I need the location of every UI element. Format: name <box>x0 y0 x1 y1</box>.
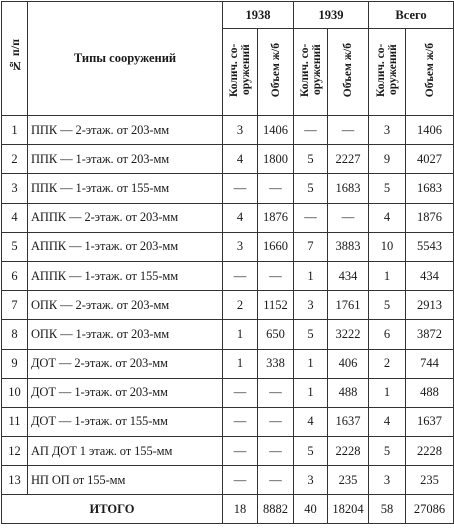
total-v1938: 8882 <box>258 495 294 524</box>
cell-vt: 1683 <box>406 174 454 203</box>
cell-v1938: 650 <box>258 320 294 349</box>
cell-c1939: — <box>294 116 328 145</box>
cell-type: ДОТ — 2-этаж. от 203-мм <box>28 349 223 378</box>
header-num <box>2 2 28 116</box>
cell-vt: 2913 <box>406 291 454 320</box>
cell-c1938: — <box>223 378 258 407</box>
document-page <box>1 1 454 524</box>
cell-c1939: 5 <box>294 145 328 174</box>
structures-table <box>1 1 454 524</box>
table-row <box>2 407 454 436</box>
cell-v1939: 1761 <box>328 291 369 320</box>
cell-v1938: — <box>258 261 294 290</box>
cell-v1938: — <box>258 407 294 436</box>
cell-n: 3 <box>2 174 28 203</box>
cell-v1938: — <box>258 466 294 495</box>
header-volume-label: Объем ж/б <box>423 42 436 98</box>
cell-v1939: 235 <box>328 466 369 495</box>
cell-c1939: 1 <box>294 378 328 407</box>
total-c1938: 18 <box>223 495 258 524</box>
cell-v1938: — <box>258 437 294 466</box>
cell-v1939: 3883 <box>328 232 369 261</box>
header-row-years <box>2 2 454 29</box>
table-row <box>2 116 454 145</box>
cell-ct: 2 <box>369 349 406 378</box>
cell-ct: 5 <box>369 291 406 320</box>
cell-vt: 235 <box>406 466 454 495</box>
cell-vt: 1637 <box>406 407 454 436</box>
cell-c1938: — <box>223 466 258 495</box>
table-row <box>2 320 454 349</box>
table-row <box>2 203 454 232</box>
cell-ct: 3 <box>369 466 406 495</box>
table-row <box>2 437 454 466</box>
cell-ct: 1 <box>369 261 406 290</box>
cell-v1939: 434 <box>328 261 369 290</box>
cell-vt: 4027 <box>406 145 454 174</box>
cell-c1939: 3 <box>294 466 328 495</box>
cell-type: АППК — 1-этаж. от 155-мм <box>28 261 223 290</box>
header-year-1939: 1939 <box>294 2 369 29</box>
cell-v1938: 338 <box>258 349 294 378</box>
cell-vt: 1406 <box>406 116 454 145</box>
header-type <box>28 2 223 116</box>
cell-c1939: 1 <box>294 349 328 378</box>
header-volume-label: Объем ж/б <box>269 42 282 98</box>
table-row <box>2 232 454 261</box>
cell-ct: 4 <box>369 407 406 436</box>
cell-n: 6 <box>2 261 28 290</box>
cell-v1939: 488 <box>328 378 369 407</box>
cell-v1939: — <box>328 116 369 145</box>
cell-c1939: 5 <box>294 437 328 466</box>
cell-type: ОПК — 2-этаж. от 203-мм <box>28 291 223 320</box>
cell-type: НП ОП от 155-мм <box>28 466 223 495</box>
cell-ct: 5 <box>369 174 406 203</box>
cell-c1939: 5 <box>294 320 328 349</box>
table-row <box>2 349 454 378</box>
cell-v1939: — <box>328 203 369 232</box>
cell-n: 11 <box>2 407 28 436</box>
cell-c1938: — <box>223 407 258 436</box>
cell-c1938: 2 <box>223 291 258 320</box>
cell-vt: 5543 <box>406 232 454 261</box>
header-type-label: Типы сооружений <box>73 51 177 65</box>
cell-ct: 3 <box>369 116 406 145</box>
cell-n: 9 <box>2 349 28 378</box>
table-body <box>2 116 454 524</box>
header-num-label: № п/п <box>7 39 22 74</box>
cell-vt: 2228 <box>406 437 454 466</box>
table-row <box>2 145 454 174</box>
cell-v1938: 1800 <box>258 145 294 174</box>
cell-v1938: — <box>258 378 294 407</box>
header-volume-1938 <box>258 29 294 116</box>
total-vt: 27086 <box>406 495 454 524</box>
cell-type: ППК — 2-этаж. от 203-мм <box>28 116 223 145</box>
header-count-1938 <box>223 29 258 116</box>
cell-c1938: — <box>223 174 258 203</box>
cell-c1939: 5 <box>294 174 328 203</box>
header-count-label: Колич. со-оружений <box>298 43 323 97</box>
cell-c1938: 3 <box>223 116 258 145</box>
cell-type: АППК — 1-этаж. от 203-мм <box>28 232 223 261</box>
cell-type: ППК — 1-этаж. от 155-мм <box>28 174 223 203</box>
table-row <box>2 466 454 495</box>
cell-c1939: 4 <box>294 407 328 436</box>
cell-c1939: 7 <box>294 232 328 261</box>
cell-n: 2 <box>2 145 28 174</box>
header-volume-total <box>406 29 454 116</box>
cell-c1938: — <box>223 437 258 466</box>
cell-n: 13 <box>2 466 28 495</box>
cell-v1939: 1683 <box>328 174 369 203</box>
cell-v1938: 1152 <box>258 291 294 320</box>
cell-ct: 5 <box>369 437 406 466</box>
table-row <box>2 261 454 290</box>
cell-ct: 4 <box>369 203 406 232</box>
total-v1939: 18204 <box>328 495 369 524</box>
cell-c1938: 1 <box>223 320 258 349</box>
cell-ct: 1 <box>369 378 406 407</box>
header-count-1939 <box>294 29 328 116</box>
table-row <box>2 174 454 203</box>
cell-n: 12 <box>2 437 28 466</box>
cell-ct: 9 <box>369 145 406 174</box>
cell-c1938: — <box>223 261 258 290</box>
cell-type: ОПК — 1-этаж. от 203-мм <box>28 320 223 349</box>
cell-n: 10 <box>2 378 28 407</box>
cell-v1939: 1637 <box>328 407 369 436</box>
cell-ct: 10 <box>369 232 406 261</box>
table-row <box>2 291 454 320</box>
cell-n: 1 <box>2 116 28 145</box>
total-label: ИТОГО <box>2 495 223 524</box>
cell-v1938: 1406 <box>258 116 294 145</box>
cell-type: АП ДОТ 1 этаж. от 155-мм <box>28 437 223 466</box>
cell-v1939: 406 <box>328 349 369 378</box>
header-year-1938: 1938 <box>223 2 294 29</box>
total-c1939: 40 <box>294 495 328 524</box>
cell-ct: 6 <box>369 320 406 349</box>
cell-c1938: 4 <box>223 203 258 232</box>
cell-vt: 3872 <box>406 320 454 349</box>
header-total: Всего <box>369 2 454 29</box>
cell-type: ДОТ — 1-этаж. от 203-мм <box>28 378 223 407</box>
cell-type: ДОТ — 1-этаж. от 155-мм <box>28 407 223 436</box>
header-volume-label: Объем ж/б <box>342 42 354 98</box>
total-row <box>2 495 454 524</box>
header-count-label: Колич. со-оружений <box>228 43 252 97</box>
cell-type: ППК — 1-этаж. от 203-мм <box>28 145 223 174</box>
cell-vt: 744 <box>406 349 454 378</box>
header-count-total <box>369 29 406 116</box>
cell-n: 7 <box>2 291 28 320</box>
cell-v1938: 1876 <box>258 203 294 232</box>
cell-n: 4 <box>2 203 28 232</box>
cell-type: АППК — 2-этаж. от 203-мм <box>28 203 223 232</box>
cell-c1939: — <box>294 203 328 232</box>
cell-n: 8 <box>2 320 28 349</box>
cell-v1938: — <box>258 174 294 203</box>
cell-c1939: 3 <box>294 291 328 320</box>
cell-c1939: 1 <box>294 261 328 290</box>
cell-vt: 434 <box>406 261 454 290</box>
header-count-label: Колич. со-оружений <box>375 43 399 97</box>
total-ct: 58 <box>369 495 406 524</box>
cell-v1939: 2228 <box>328 437 369 466</box>
header-volume-1939 <box>328 29 369 116</box>
cell-c1938: 1 <box>223 349 258 378</box>
cell-n: 5 <box>2 232 28 261</box>
cell-c1938: 4 <box>223 145 258 174</box>
cell-c1938: 3 <box>223 232 258 261</box>
table-row <box>2 378 454 407</box>
cell-vt: 1876 <box>406 203 454 232</box>
cell-v1939: 3222 <box>328 320 369 349</box>
cell-v1939: 2227 <box>328 145 369 174</box>
cell-v1938: 1660 <box>258 232 294 261</box>
cell-vt: 488 <box>406 378 454 407</box>
